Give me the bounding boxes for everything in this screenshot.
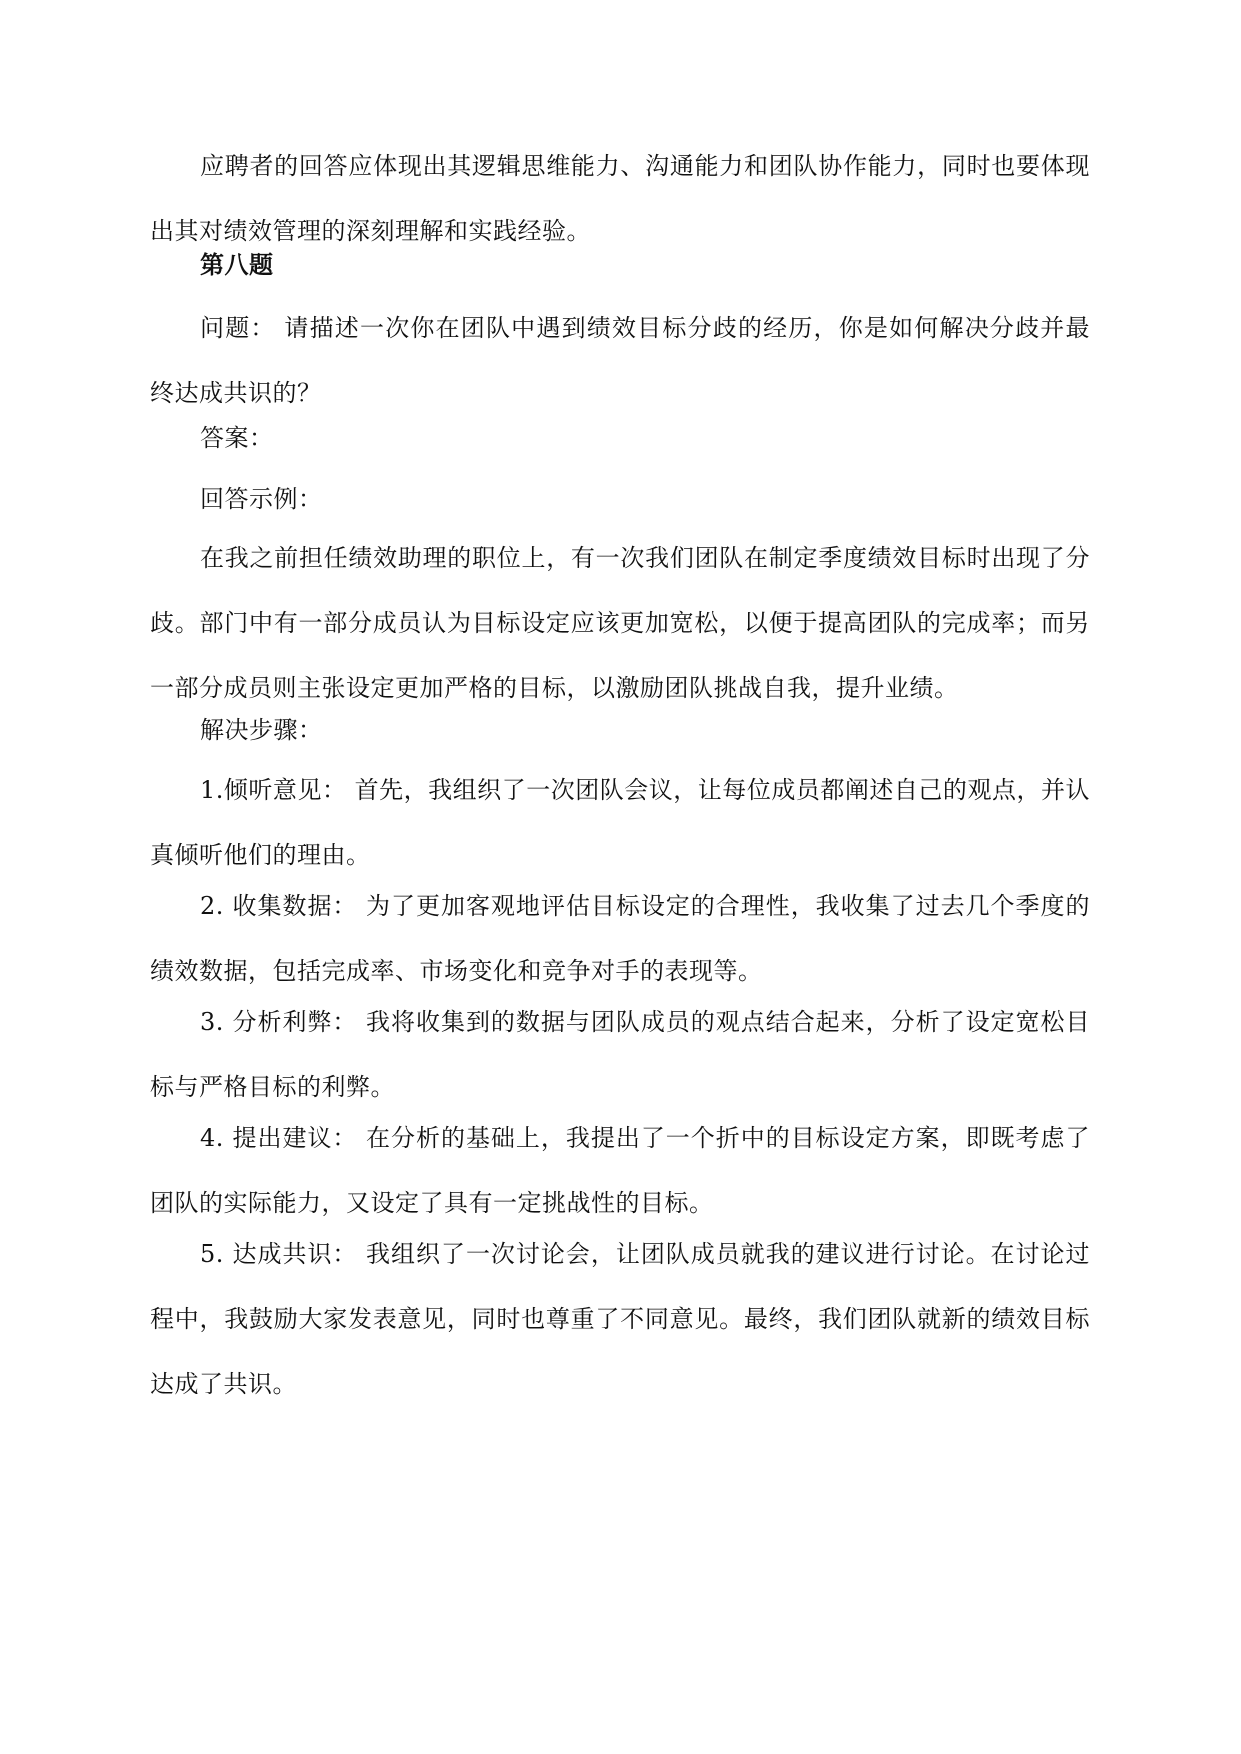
step-3-paragraph: 3. 分析利弊： 我将收集到的数据与团队成员的观点结合起来，分析了设定宽松目标与严格目标的利弊。 xyxy=(150,1008,1090,1101)
intro-paragraph: 应聘者的回答应体现出其逻辑思维能力、沟通能力和团队协作能力，同时也要体现出其对绩效管理的深刻理解和实践经验。 xyxy=(150,152,1090,245)
step-1-paragraph: 1.倾听意见： 首先，我组织了一次团队会议，让每位成员都阐述自己的观点，并认真倾听他们的理由。 xyxy=(150,776,1090,869)
step-5-paragraph: 5. 达成共识： 我组织了一次讨论会，让团队成员就我的建议进行讨论。在讨论过程中，我鼓励大家发表意见，同时也尊重了不同意见。最终，我们团队就新的绩效目标达成了共识。 xyxy=(150,1240,1090,1398)
step-4-paragraph: 4. 提出建议： 在分析的基础上，我提出了一个折中的目标设定方案，即既考虑了团队的实际能力，又设定了具有一定挑战性的目标。 xyxy=(150,1124,1090,1217)
step-2-paragraph: 2. 收集数据： 为了更加客观地评估目标设定的合理性，我收集了过去几个季度的绩效数据，包括完成率、市场变化和竞争对手的表现等。 xyxy=(150,892,1090,985)
example-label: 回答示例： xyxy=(200,485,323,513)
answer-label: 答案： xyxy=(200,424,274,452)
background-paragraph: 在我之前担任绩效助理的职位上，有一次我们团队在制定季度绩效目标时出现了分歧。部门中有一部分成员认为目标设定应该更加宽松，以便于提高团队的完成率；而另一部分成员则主张设定更加严格的目标，以激励团队挑战自我，提升业绩。 xyxy=(150,544,1090,702)
steps-label: 解决步骤： xyxy=(200,716,323,744)
question-paragraph: 问题： 请描述一次你在团队中遇到绩效目标分歧的经历，你是如何解决分歧并最终达成共识的？ xyxy=(150,314,1090,407)
section-heading: 第八题 xyxy=(200,250,274,279)
